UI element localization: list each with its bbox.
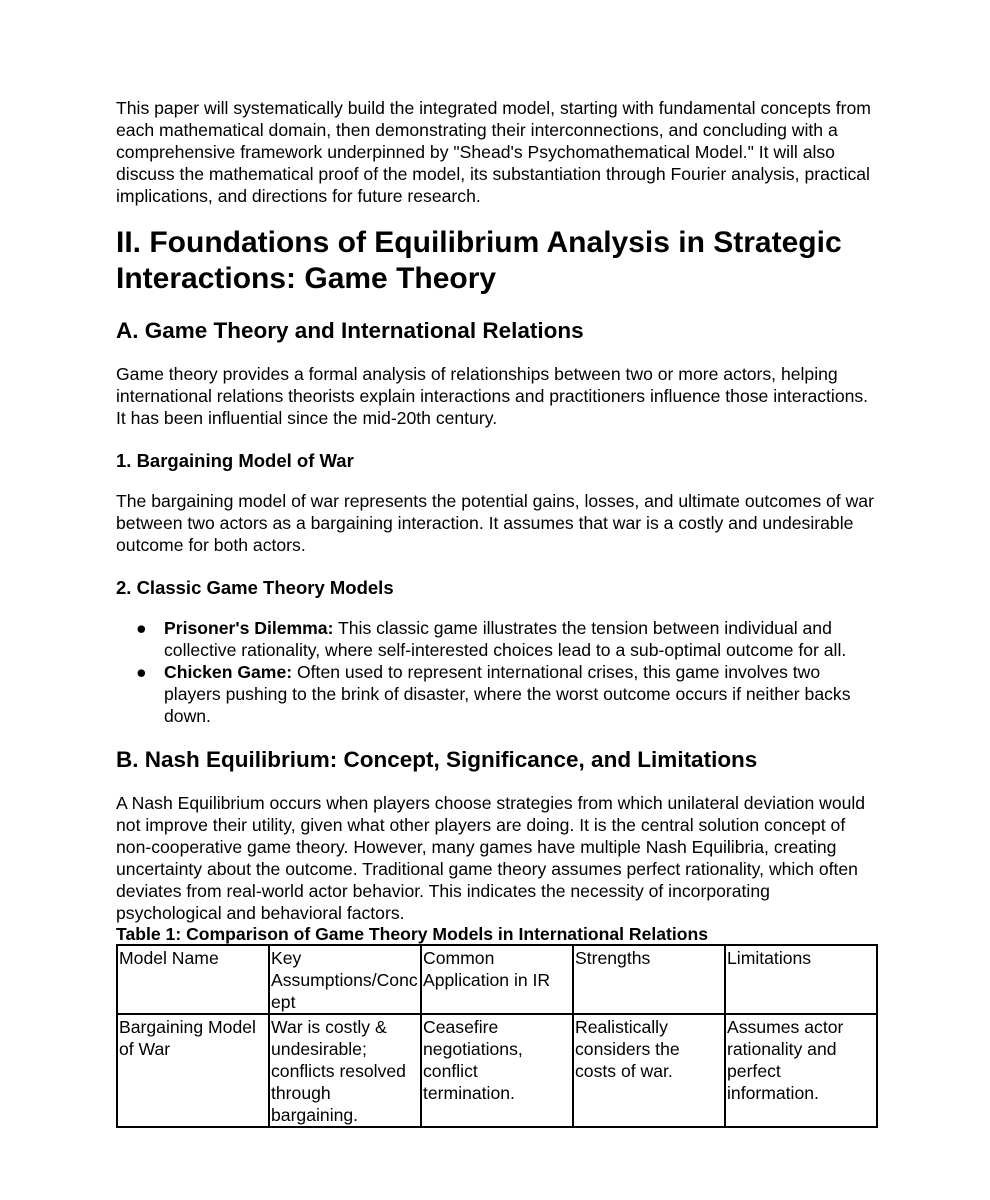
table-header-cell: Model Name [117, 945, 269, 1014]
list-item [116, 617, 878, 661]
table-header-cell: Limitations [725, 945, 877, 1014]
section-heading: II. Foundations of Equilibrium Analysis in Strategic Interactions: Game Theory [116, 226, 842, 295]
bargaining-model-paragraph: The bargaining model of war represents the potential gains, losses, and ultimate outcomes of war between two actors as a bargaining interaction. It assumes that war is a costly and undesirable outcome for both actors. [116, 491, 874, 555]
bargaining-model-heading: 1. Bargaining Model of War [116, 450, 354, 471]
list-item-term: Prisoner's Dilemma: [164, 618, 334, 638]
table-header-cell: Common Application in IR [421, 945, 573, 1014]
table-cell: Ceasefire negotiations, conflict termination. [421, 1014, 573, 1127]
bullet-icon: ● [136, 618, 147, 638]
list-item-text: This classic game illustrates the tension between individual and collective rationality, where self-interested choices lead to a sub-optimal outcome for all. [164, 618, 847, 660]
game-theory-paragraph: Game theory provides a formal analysis of relationships between two or more actors, helping international relations theorists explain interactions and practitioners influence those interactions. It has been influential since the mid-20th century. [116, 364, 869, 428]
nash-equilibrium-paragraph: A Nash Equilibrium occurs when players choose strategies from which unilateral deviation would not improve their utility, given what other players are doing. It is the central solution concept of non-cooperative game theory. However, many games have multiple Nash Equilibria, creating uncertainty about the outcome. Traditional game theory assumes perfect rationality, which often deviates from real-world actor behavior. This indicates the necessity of incorporating psychological and behavioral factors. [116, 793, 866, 923]
page-content [116, 97, 878, 1128]
table-header-cell: Key Assumptions/Concept [269, 945, 421, 1014]
table-caption: Table 1: Comparison of Game Theory Models in International Relations [116, 924, 709, 944]
table-header-cell: Strengths [573, 945, 725, 1014]
bullet-icon: ● [136, 662, 147, 682]
classic-models-list [116, 617, 878, 727]
list-item [116, 661, 878, 727]
comparison-table [116, 944, 878, 1128]
intro-paragraph: This paper will systematically build the integrated model, starting with fundamental concepts from each mathematical domain, then demonstrating their interconnections, and concluding with a comprehensive framework underpinned by "Shead's Psychomathematical Model." It will also discuss the mathematical proof of the model, its substantiation through Fourier analysis, practical implications, and directions for future research. [116, 98, 871, 206]
table-row [117, 1014, 877, 1127]
list-item-term: Chicken Game: [164, 662, 293, 682]
subsection-heading-a: A. Game Theory and International Relations [116, 318, 584, 343]
table-cell: Bargaining Model of War [117, 1014, 269, 1127]
table-cell: War is costly & undesirable; conflicts resolved through bargaining. [269, 1014, 421, 1127]
table-cell: Assumes actor rationality and perfect information. [725, 1014, 877, 1127]
classic-models-heading: 2. Classic Game Theory Models [116, 577, 394, 598]
table-header-row [117, 945, 877, 1014]
list-item-text: Often used to represent international crises, this game involves two players pushing to the brink of disaster, where the worst outcome occurs if neither backs down. [164, 662, 851, 726]
table-cell: Realistically considers the costs of war. [573, 1014, 725, 1127]
subsection-heading-b: B. Nash Equilibrium: Concept, Significance, and Limitations [116, 747, 758, 772]
